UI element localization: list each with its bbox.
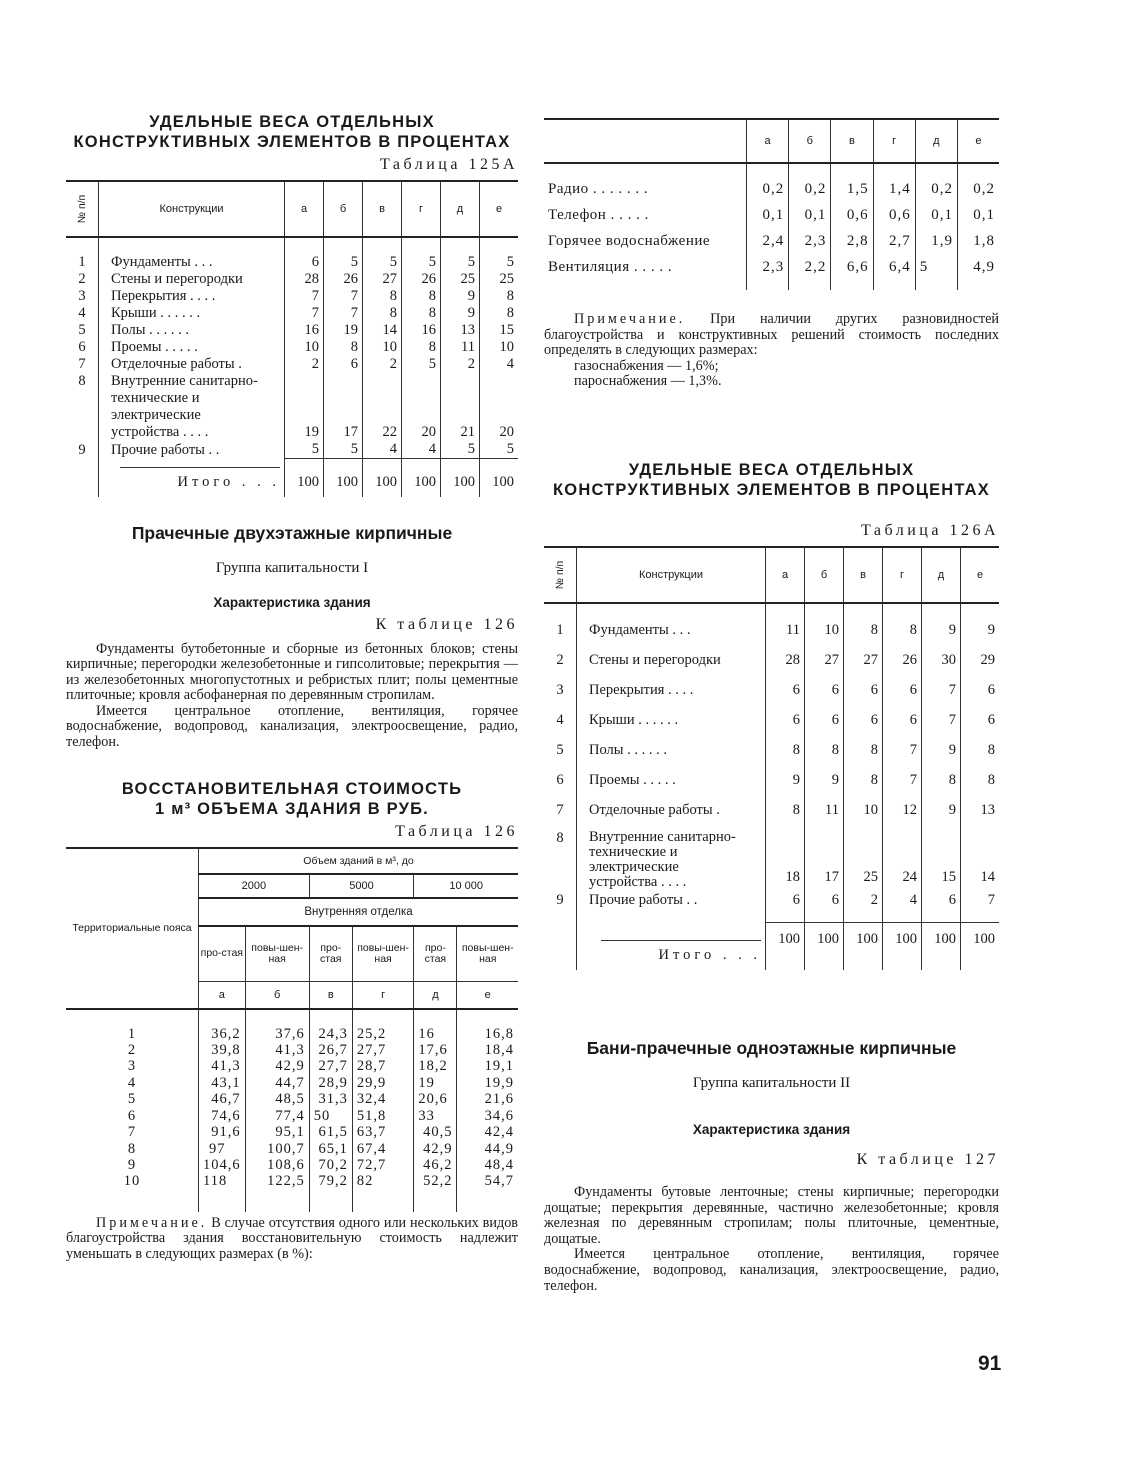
table-126-note xyxy=(66,1216,518,1263)
table-126-title-line1: ВОССТАНОВИТЕЛЬНАЯ СТОИМОСТЬ xyxy=(121,779,463,798)
table-125a xyxy=(66,180,518,497)
col-header-e: е xyxy=(957,119,999,163)
section-127-paragraph2: Имеется центральное отопление, вентиляция, горячее водоснабжение, водопровод, канализация, электроосвещение, радио, телефон. xyxy=(544,1246,999,1294)
table-row: 4 43,1 44,7 28,9 29,9 19 19,9 xyxy=(66,1075,518,1091)
col-header-b: б xyxy=(789,119,831,163)
table-126a xyxy=(544,546,999,970)
table-126a-title-line2: КОНСТРУКТИВНЫХ ЭЛЕМЕНТОВ В ПРОЦЕНТАХ xyxy=(553,480,990,499)
col-letter-d: д xyxy=(414,981,457,1009)
section-126-paragraph1: Фундаменты бутобетонные и сборные из бетонных блоков; стены кирпичные; перегородки железобетонные и гипсолитовые; перекрытия — из железобетонных многопустотных и ребристых плит; полы цементные плиточные; кровля асбофанерная по деревянным стропилам. xyxy=(66,640,518,704)
col-header-blank xyxy=(544,119,747,163)
table-total-row: Итого . . . 100 100 100 100 100 100 xyxy=(66,459,518,497)
col-header-volume: Объем зданий в м³, до xyxy=(199,848,519,874)
col-header-finish-simple: про-стая xyxy=(199,926,246,982)
table-row: 2 Стены и перегородки 28 27 27 26 30 29 xyxy=(544,646,999,676)
table-125a-title-line1: УДЕЛЬНЫЕ ВЕСА ОТДЕЛЬНЫХ xyxy=(149,113,435,131)
col-header-d: д xyxy=(441,181,480,237)
table-126a-section xyxy=(544,460,999,970)
note-text: В случае отсутствия одного или нескольких видов благоустройства здания восстановительную стоимость надлежит уменьшать в следующих размерах (в %): xyxy=(66,1214,518,1262)
table-row: 3 Перекрытия . . . . 6 6 6 6 7 6 xyxy=(544,676,999,706)
table-row: 5 Полы . . . . . . 8 8 8 7 9 8 xyxy=(544,736,999,766)
section-126-char-title: Характеристика здания xyxy=(213,594,371,610)
section-127-char-title: Характеристика здания xyxy=(692,1121,851,1137)
table-total-row: Итого . . . 100 100 100 100 100 100 xyxy=(544,922,999,970)
col-header-no: № п/п xyxy=(544,547,577,603)
utilities-note-steam: пароснабжения — 1,3%. xyxy=(574,373,722,390)
section-126-title: Прачечные двухэтажные кирпичные xyxy=(131,522,453,543)
col-header-a: а xyxy=(766,547,805,603)
right-column xyxy=(544,118,999,1294)
col-header-a: а xyxy=(285,181,324,237)
col-header-finish-improved: повы-шен-ная xyxy=(352,926,413,982)
col-header-volume-2000: 2000 xyxy=(199,874,310,898)
col-header-construction: Конструкции xyxy=(99,181,285,237)
col-header-g: г xyxy=(402,181,441,237)
col-header-zones: Территориальные пояса xyxy=(66,848,199,1009)
utilities-note xyxy=(544,312,999,359)
col-header-v: в xyxy=(831,119,873,163)
col-header-finish: Внутренняя отделка xyxy=(199,898,519,926)
table-row: Телефон . . . . . 0,1 0,1 0,6 0,6 0,1 0,1 xyxy=(544,202,999,228)
col-header-finish-improved: повы-шен-ная xyxy=(245,926,309,982)
table-125a-section xyxy=(66,112,518,497)
col-header-no: № п/п xyxy=(66,181,99,237)
section-126-paragraph2: Имеется центральное отопление, вентиляция, горячее водоснабжение, водопровод, канализация, электроосвещение, радио, телефон. xyxy=(66,702,518,751)
col-letter-e: е xyxy=(457,981,518,1009)
col-header-finish-improved: повы-шен-ная xyxy=(457,926,518,982)
table-row: 5 46,7 48,5 31,3 32,4 20,6 21,6 xyxy=(66,1091,518,1107)
section-126-group: Группа капитальности I xyxy=(215,559,369,576)
table-row: 7 Отделочные работы . 2 6 2 5 2 4 xyxy=(66,356,518,373)
table-126a-label: Таблица 126А xyxy=(861,521,999,539)
col-header-d: д xyxy=(922,547,961,603)
col-letter-v: в xyxy=(309,981,352,1009)
section-127-to-table: К таблице 127 xyxy=(856,1150,999,1168)
col-header-g: г xyxy=(873,119,915,163)
col-header-volume-5000: 5000 xyxy=(309,874,414,898)
table-row: 4 Крыши . . . . . . 7 7 8 8 9 8 xyxy=(66,305,518,322)
note-label: Примечание. xyxy=(96,1214,208,1231)
table-row: 7 Отделочные работы . 8 11 10 12 9 13 xyxy=(544,796,999,826)
col-header-finish-simple: про-стая xyxy=(414,926,457,982)
col-letter-a: а xyxy=(199,981,246,1009)
col-header-b: б xyxy=(805,547,844,603)
table-row: 6 74,6 77,4 50 51,8 33 34,6 xyxy=(66,1108,518,1124)
note-text: При наличии других разновидностей благоустройства и конструктивных решений стоимость последних определять в следующих размерах: xyxy=(544,311,999,359)
col-header-construction: Конструкции xyxy=(577,547,766,603)
section-126-to-table: К таблице 126 xyxy=(375,615,518,633)
col-header-e: е xyxy=(961,547,1000,603)
section-126 xyxy=(66,523,518,751)
col-header-d: д xyxy=(915,119,957,163)
utilities-table xyxy=(544,118,999,290)
table-row: 1 Фундаменты . . . 11 10 8 8 9 9 xyxy=(544,603,999,646)
table-row: 8 97 100,7 65,1 67,4 42,9 44,9 xyxy=(66,1141,518,1157)
table-row: Вентиляция . . . . . 2,3 2,2 6,6 6,4 5 4,9 xyxy=(544,254,999,290)
table-row: 8 Внутренние санитарно-технические и электрические устройства . . . . 18 17 25 24 15 14 xyxy=(544,826,999,892)
table-row: 1 Фундаменты . . . 6 5 5 5 5 5 xyxy=(66,237,518,271)
table-row: 9 104,6 108,6 70,2 72,7 46,2 48,4 xyxy=(66,1157,518,1173)
utilities-table-section xyxy=(544,118,999,390)
col-header-v: в xyxy=(363,181,402,237)
table-row: Горячее водоснабжение 2,4 2,3 2,8 2,7 1,9 1,8 xyxy=(544,228,999,254)
section-127 xyxy=(544,1038,999,1294)
col-letter-b: б xyxy=(245,981,309,1009)
col-header-g: г xyxy=(883,547,922,603)
table-row: 3 Перекрытия . . . . 7 7 8 8 9 8 xyxy=(66,288,518,305)
table-126-title-line2: 1 м³ ОБЪЕМА ЗДАНИЯ В РУБ. xyxy=(155,799,429,818)
col-header-b: б xyxy=(324,181,363,237)
table-126-section xyxy=(66,779,518,1263)
table-row: 2 39,8 41,3 26,7 27,7 17,6 18,4 xyxy=(66,1042,518,1058)
table-126-label: Таблица 126 xyxy=(395,822,518,840)
table-row: 4 Крыши . . . . . . 6 6 6 6 7 6 xyxy=(544,706,999,736)
table-row: Радио . . . . . . . 0,2 0,2 1,5 1,4 0,2 0,2 xyxy=(544,163,999,202)
col-header-finish-simple: про-стая xyxy=(309,926,352,982)
left-column xyxy=(66,112,518,1263)
table-row: 9 Прочие работы . . 6 6 2 4 6 7 xyxy=(544,892,999,923)
table-row: 8 Внутренние санитарно-технические и электрические устройства . . . . 19 17 22 20 21 20 xyxy=(66,373,518,441)
col-header-v: в xyxy=(844,547,883,603)
table-126 xyxy=(66,847,518,1212)
table-row: 10 118 122,5 79,2 82 52,2 54,7 xyxy=(66,1173,518,1211)
table-126a-title-line1: УДЕЛЬНЫЕ ВЕСА ОТДЕЛЬНЫХ xyxy=(628,460,915,479)
col-header-a: а xyxy=(747,119,789,163)
table-row: 1 36,2 37,6 24,3 25,2 16 16,8 xyxy=(66,1009,518,1042)
utilities-note-gas: газоснабжения — 1,6%; xyxy=(574,357,719,374)
section-127-paragraph1: Фундаменты бутовые ленточные; стены кирпичные; перегородки дощатые; перекрытия деревянные, частично железобетонные; кровля железная по деревянным стропилам; полы плиточные, цементные, дощатые. xyxy=(544,1183,999,1247)
table-row: 6 Проемы . . . . . 9 9 8 7 8 8 xyxy=(544,766,999,796)
col-letter-g: г xyxy=(352,981,413,1009)
table-row: 2 Стены и перегородки 28 26 27 26 25 25 xyxy=(66,271,518,288)
section-127-group: Группа капитальности II xyxy=(692,1074,851,1091)
table-row: 7 91,6 95,1 61,5 63,7 40,5 42,4 xyxy=(66,1124,518,1140)
col-header-volume-10000: 10 000 xyxy=(414,874,518,898)
table-row: 6 Проемы . . . . . 10 8 10 8 11 10 xyxy=(66,339,518,356)
table-125a-label: Таблица 125А xyxy=(380,156,518,173)
section-127-title: Бани-прачечные одноэтажные кирпичные xyxy=(586,1037,957,1058)
table-row: 3 41,3 42,9 27,7 28,7 18,2 19,1 xyxy=(66,1058,518,1074)
table-row: 9 Прочие работы . . 5 5 4 4 5 5 xyxy=(66,441,518,459)
col-header-e: е xyxy=(480,181,519,237)
note-label: Примечание. xyxy=(574,311,686,327)
table-125a-title-line2: КОНСТРУКТИВНЫХ ЭЛЕМЕНТОВ В ПРОЦЕНТАХ xyxy=(73,133,511,151)
page-number: 91 xyxy=(978,1352,1002,1375)
table-row: 5 Полы . . . . . . 16 19 14 16 13 15 xyxy=(66,322,518,339)
